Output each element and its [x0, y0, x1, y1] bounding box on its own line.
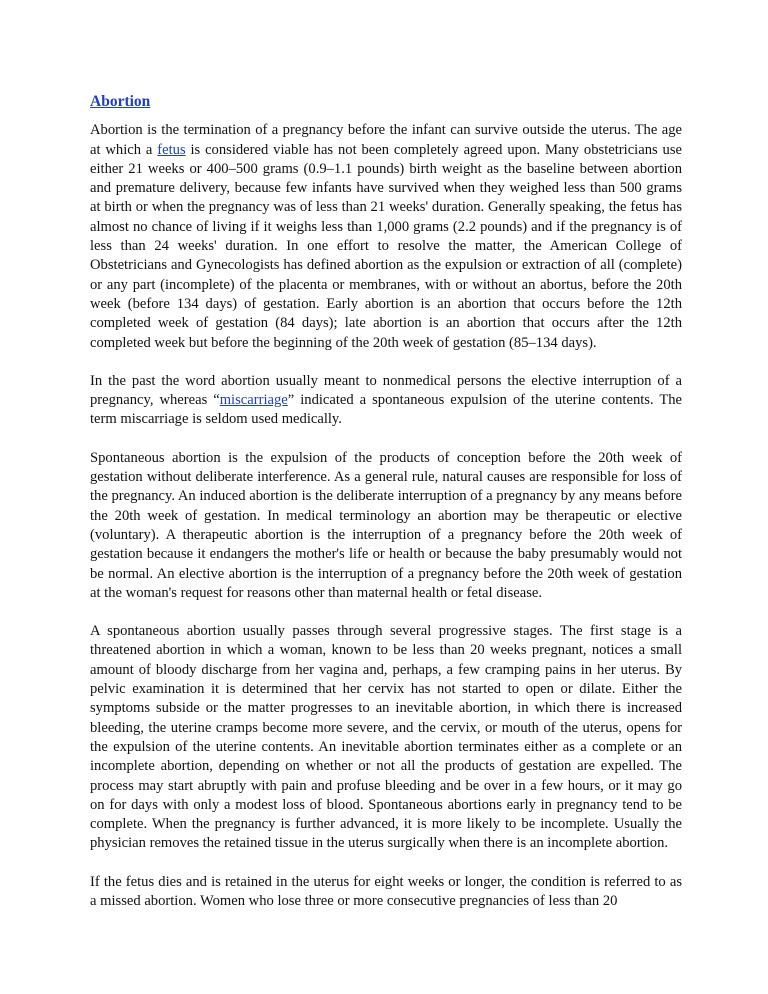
paragraph-definition — [90, 121, 682, 353]
document-title-link[interactable]: Abortion — [90, 93, 151, 110]
fetus-link[interactable]: fetus — [157, 141, 186, 158]
paragraph-terminology — [90, 372, 682, 430]
paragraph-terminology-text-end: ” indicated a spontaneous expulsion of the uterine contents. The term miscarriage is seldom used medically. — [90, 392, 683, 428]
paragraph-missed-abortion: If the fetus dies and is retained in the uterus for eight weeks or longer, the condition is referred to as a missed abortion. Women who lose three or more consecutive pregnancies of less than 20 — [90, 873, 682, 909]
document-page — [90, 92, 682, 930]
paragraph-stages: A spontaneous abortion usually passes through several progressive stages. The first stage is a threatened abortion in which a woman, known to be less than 20 weeks pregnant, notices a small amount of bloody discharge from her vagina and, perhaps, a few cramping pains in her uterus. By pelvic examination it is determined that her cervix has not started to open or dilate. Either the symptoms subside or the matter progresses to an inevitable abortion, in which there is increased bleeding, the uterine cramps become more severe, and the cervix, or mouth of the uterus, opens for the expulsion of the uterine contents. An inevitable abortion terminates either as a complete or an incomplete abortion, depending on whether or not all the products of gestation are expelled. The process may start abruptly with pain and profuse bleeding and be over in a few hours, or it may go on for days with only a modest loss of blood. Spontaneous abortions early in pregnancy tend to be complete. When the pregnancy is further advanced, it is more likely to be incomplete. Usually the physician removes the retained tissue in the uterus surgically when there is an incomplete abortion. — [90, 623, 682, 852]
paragraph-spontaneous-induced: Spontaneous abortion is the expulsion of the products of conception before the 20th week of gestation without deliberate interference. As a general rule, natural causes are responsible for loss of the pregnancy. An induced abortion is the deliberate interruption of a pregnancy by any means before the 20th week of gestation. In medical terminology an abortion may be therapeutic or elective (voluntary). A therapeutic abortion is the interruption of a pregnancy before the 20th week of gestation because it endangers the mother's life or health or because the baby presumably would not be normal. An elective abortion is the interruption of a pregnancy before the 20th week of gestation at the woman's request for reasons other than maternal health or fetal disease. — [90, 449, 682, 601]
paragraph-terminology-text-start: In the past the word abortion usually meant to nonmedical persons the elective interruption of a pregnancy, whereas “ — [90, 372, 682, 409]
paragraph-definition-text-end: is considered viable has not been completely agreed upon. Many obstetricians use either 21 weeks or 400–500 grams (0.9–1.1 pounds) birth weight as the baseline between abortion and premature delivery, because few infants have survived when they weighed less than 500 grams at birth or when the pregnancy was of less than 21 weeks' duration. Generally speaking, the fetus has almost no chance of living if it weighs less than 1,000 grams (2.2 pounds) and if the pregnancy is of less than 24 weeks' duration. In one effort to resolve the matter, the American College of Obstetricians and Gynecologists has defined abortion as the expulsion or extraction of all (complete) or any part (incomplete) of the placenta or membranes, with or without an abortus, before the 20th week (before 134 days) of gestation. Early abortion is an abortion that occurs before the 12th completed week of gestation (84 days); late abortion is an abortion that occurs after the 12th completed week but before the beginning of the 20th week of gestation (85–134 days). — [90, 141, 682, 351]
miscarriage-link[interactable]: miscarriage — [219, 392, 288, 409]
paragraph-definition-text-start: Abortion is the termination of a pregnancy before the infant can survive outside the uterus. The age at which a — [90, 122, 682, 158]
